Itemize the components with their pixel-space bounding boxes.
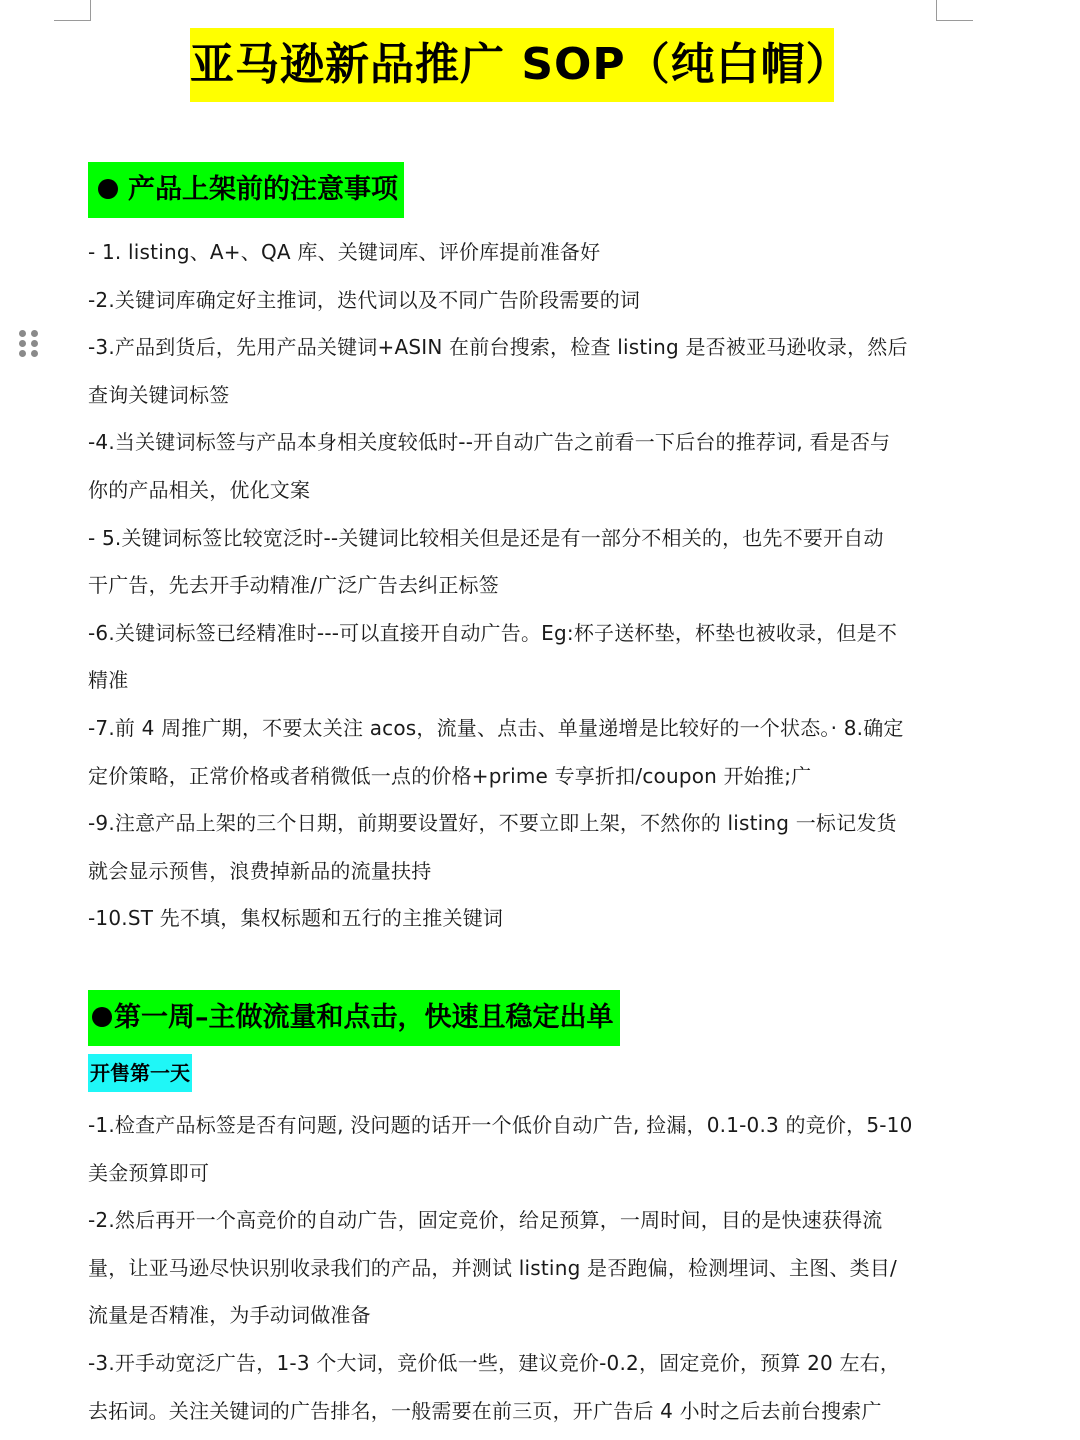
text-line: - 1. listing、A+、QA 库、关键词库、评价库提前准备好	[88, 240, 601, 264]
sub-heading-day-one: 开售第一天	[88, 1054, 192, 1092]
text-line: -2.关键词库确定好主推词，迭代词以及不同广告阶段需要的词	[88, 287, 641, 312]
text-line: 去拓词。关注关键词的广告排名，一般需要在前三页，开广告后 4 小时之后去前台搜索广	[88, 1398, 882, 1423]
text-line: -9.注意产品上架的三个日期，前期要设置好，不要立即上架，不然你的 listing 一标记发货	[88, 811, 897, 836]
text-line: -1.检查产品标签是否有问题, 没问题的话开一个低价自动广告, 捡漏，0.1-0.3 的竞价，5-10	[88, 1113, 913, 1137]
bullet-icon	[92, 1007, 112, 1027]
drag-handle-icon[interactable]	[19, 330, 39, 360]
section-heading-text: 产品上架前的注意事项	[128, 174, 398, 205]
text-line: - 5.关键词标签比较宽泛时--关键词比较相关但是还是有一部分不相关的，也先不要开自动	[88, 525, 884, 550]
bullet-icon	[98, 179, 118, 199]
text-line: 精准	[88, 668, 129, 693]
text-line: -6.关键词标签已经精准时---可以直接开自动广告。Eg:杯子送杯垫，杯垫也被收录，但是不	[88, 620, 898, 645]
text-line: 查询关键词标签	[88, 382, 230, 407]
text-line: 流量是否精准，为手动词做准备	[88, 1303, 371, 1328]
text-line: 量，让亚马逊尽快识别收录我们的产品，并测试 listing 是否跑偏，检测埋词、主图、类目/	[88, 1255, 897, 1280]
text-line: -10.ST 先不填，集权标题和五行的主推关键词	[88, 906, 504, 931]
text-line: 干广告，先去开手动精准/广泛广告去纠正标签	[88, 573, 499, 598]
text-line: -2.然后再开一个高竞价的自动广告，固定竞价，给足预算，一周时间，目的是快速获得流	[88, 1208, 883, 1233]
text-line: 美金预算即可	[88, 1160, 210, 1185]
text-line: 你的产品相关，优化文案	[88, 477, 311, 502]
page-corner-mark	[936, 0, 973, 21]
text-line: -3.开手动宽泛广告，1-3 个大词，竞价低一些，建议竞价-0.2，固定竞价，预算 20 左右，	[88, 1350, 901, 1375]
page-corner-mark	[54, 0, 91, 21]
document-title: 亚马逊新品推广 SOP（纯白帽）	[190, 28, 834, 102]
text-line: -7.前 4 周推广期，不要太关注 acos，流量、点击、单量递增是比较好的一个状态。· 8.确定	[88, 715, 904, 740]
text-line: -3.产品到货后，先用产品关键词+ASIN 在前台搜索，检查 listing 是否被亚马逊收录，然后	[88, 335, 908, 360]
section-heading-prelaunch	[88, 162, 404, 218]
section-body-week-one	[88, 1102, 948, 1435]
section-body-prelaunch	[88, 229, 948, 943]
section-heading-text: 第一周–主做流量和点击，快速且稳定出单	[114, 1002, 614, 1033]
section-heading-week-one	[88, 990, 620, 1046]
text-line: 定价策略，正常价格或者稍微低一点的价格+prime 专享折扣/coupon 开始推;广	[88, 763, 812, 788]
text-line: -4.当关键词标签与产品本身相关度较低时--开自动广告之前看一下后台的推荐词, 看是否与	[88, 430, 891, 455]
text-line: 就会显示预售，浪费掉新品的流量扶持	[88, 858, 432, 883]
